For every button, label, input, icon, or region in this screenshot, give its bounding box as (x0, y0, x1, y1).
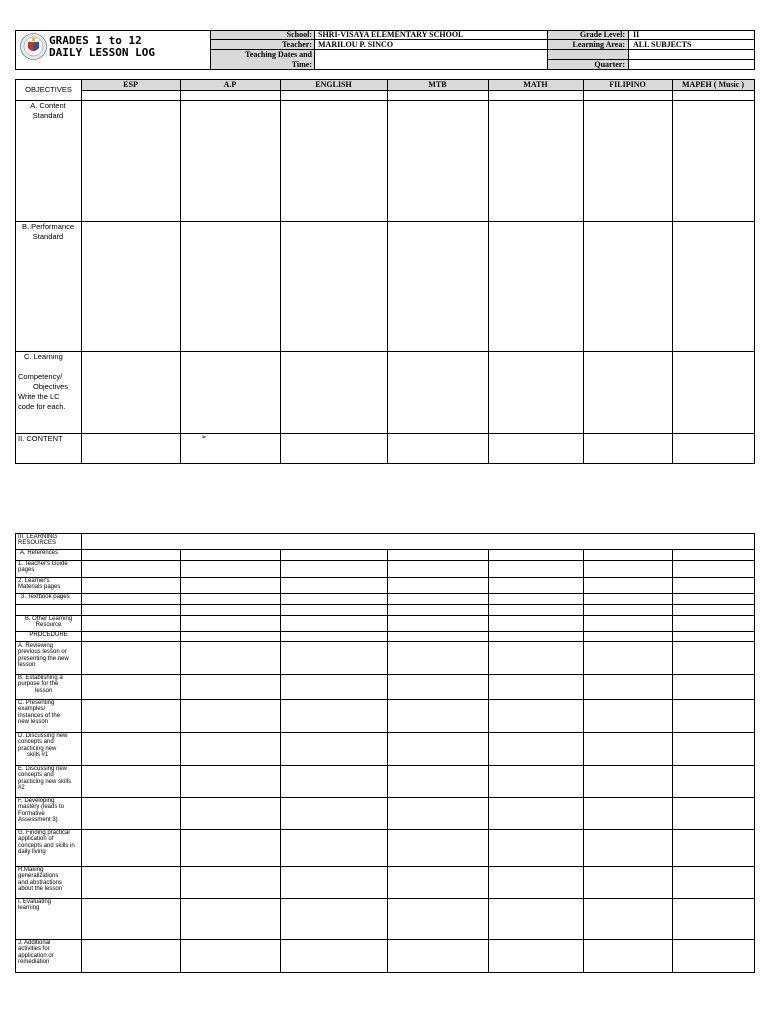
header-line (628, 30, 629, 70)
table-line (15, 972, 755, 973)
finding-line4: daily living (18, 849, 46, 856)
discussing-skills-2-label (18, 766, 80, 792)
table-line (15, 433, 755, 434)
header-line (547, 59, 755, 60)
teachers-guide-line1: 1. Teacher's Guide (18, 561, 68, 567)
table-line (15, 593, 755, 594)
table-line (15, 577, 755, 578)
table-line (583, 79, 584, 464)
reviewing-line4: lesson (18, 662, 36, 669)
additional-line2: activities for (18, 946, 50, 953)
table-line (15, 533, 16, 973)
table-line (15, 100, 755, 101)
discussing1-line4: skills #1 (27, 752, 49, 759)
table-line (280, 79, 281, 464)
table-line (15, 866, 755, 867)
presenting-line1: C. Presenting (18, 700, 55, 706)
learners-materials-label (18, 578, 80, 591)
developing-line1: F. Developing (18, 798, 55, 804)
table-line (180, 79, 181, 464)
additional-line4: remediation (18, 959, 50, 966)
table-line (180, 549, 181, 973)
table-line (81, 90, 755, 91)
evaluating-learning-label (18, 899, 80, 912)
teacher-label: Teacher: (282, 40, 312, 49)
learners-materials-line1: 2. Learner's (18, 578, 50, 584)
header-line (15, 69, 755, 70)
finding-line1: G. Finding practical (18, 830, 70, 836)
establishing-line1: B. Establishing a (18, 675, 63, 681)
content-standard-line2: Standard (32, 110, 64, 120)
discussing2-line3: practicing new skills (18, 778, 72, 785)
table-line (15, 533, 755, 534)
table-line (15, 732, 755, 733)
learning-resources-line2: RESOURCES (18, 540, 57, 547)
content-standard-label (17, 101, 79, 121)
learning-competency-label (18, 352, 80, 412)
column-header-math: MATH (523, 80, 548, 89)
learning-area-value[interactable]: ALL SUBJECTS (633, 40, 692, 49)
developing-line3: Formative (18, 810, 45, 817)
evaluating-line1: I. Evaluating (18, 899, 52, 905)
learning-competency-line2 (18, 362, 80, 372)
discussing2-line4: #2 (18, 785, 25, 792)
grade-level-label: Grade Level: (579, 30, 625, 39)
learning-competency-line5: Write the LC (18, 391, 60, 401)
column-header-ap: A.P (223, 80, 237, 89)
discussing1-line2: concepts and (18, 739, 54, 746)
procedure-label: PROCEDURE (29, 632, 68, 638)
grade-level-value[interactable]: II (633, 30, 640, 39)
learners-materials-line2: Materials pages (18, 584, 61, 591)
learning-area-label: Learning Area: (572, 40, 625, 49)
table-line (754, 533, 755, 973)
content-label: II. CONTENT (18, 434, 63, 443)
discussing1-line1: D. Discussing new (18, 733, 68, 739)
establishing-line3: lesson (35, 687, 53, 694)
table-line (15, 641, 755, 642)
table-line (15, 79, 16, 464)
textbook-pages-label: 3. Textbook pages (21, 594, 70, 600)
table-line (672, 79, 673, 464)
learning-competency-line6: code for each. (18, 401, 66, 411)
quarter-label: Quarter: (594, 60, 625, 69)
finding-applications-label (18, 830, 80, 856)
reviewing-line3: presenting the new (18, 655, 69, 662)
developing-line4: Assessment 3) (18, 817, 58, 824)
discussing-skills-1-label (18, 733, 80, 759)
table-line (15, 765, 755, 766)
objectives-table (15, 79, 755, 464)
reviewing-line1: A. Reviewing (18, 643, 54, 649)
table-line (15, 699, 755, 700)
discussing1-line3: practicing new (18, 745, 57, 752)
making-line3: and abstractions (18, 879, 63, 886)
teaching-dates-label-line2: Time: (291, 60, 312, 69)
school-label: School: (286, 30, 312, 39)
school-value[interactable]: SHRI-VISAYA ELEMENTARY SCHOOL (318, 30, 464, 39)
column-header-english: ENGLISH (315, 80, 352, 89)
references-label: A. References (20, 550, 59, 556)
establishing-purpose-label (18, 675, 80, 694)
deped-seal-logo (20, 33, 47, 60)
table-line (81, 533, 82, 973)
column-header-filipino: FILIPINO (609, 80, 646, 89)
additional-line1: J. Additional (18, 940, 51, 946)
table-line (15, 351, 755, 352)
column-header-esp: ESP (123, 80, 138, 89)
header-line (547, 30, 548, 70)
form-title-line1: GRADES 1 to 12 (49, 34, 142, 47)
teachers-guide-label (18, 561, 80, 574)
discussing2-line1: E. Discussing new (18, 766, 68, 772)
table-line (15, 549, 755, 550)
table-line (15, 797, 755, 798)
performance-standard-line2: Standard (32, 231, 64, 241)
presenting-examples-label (18, 700, 80, 726)
table-line (280, 549, 281, 973)
table-line (15, 939, 755, 940)
header-line (210, 30, 211, 70)
table-line (15, 631, 755, 632)
teaching-dates-label-line1: Teaching Dates and (245, 50, 312, 59)
objectives-label: OBJECTIVES (25, 85, 72, 94)
table-line (754, 79, 755, 464)
developing-line2: mastery (leads to (18, 804, 65, 811)
establishing-line2: purpose for the (18, 681, 59, 688)
ap-content-arrow-bullet: ➢ (201, 433, 207, 441)
table-line (15, 221, 755, 222)
header-line (314, 30, 315, 70)
evaluating-line2: learning (18, 905, 40, 912)
table-line (488, 549, 489, 973)
additional-activities-label (18, 940, 80, 966)
performance-standard-label (17, 222, 79, 242)
table-line (15, 604, 755, 605)
teacher-value[interactable]: MARILOU P. SINCO (318, 40, 394, 49)
additional-line3: application or (18, 952, 54, 959)
table-line (387, 79, 388, 464)
content-standard-line1: A. Content (30, 101, 66, 110)
column-header-mapeh-music: MAPEH ( Music ) (682, 80, 744, 89)
form-title-line2: DAILY LESSON LOG (49, 46, 155, 59)
teachers-guide-line2: pages (18, 567, 35, 574)
reviewing-line2: previous lesson or (18, 649, 67, 656)
header-line (15, 30, 16, 70)
table-line (672, 549, 673, 973)
learning-competency-line4: Objectives (33, 381, 69, 391)
making-line2: generalizations (18, 873, 59, 880)
discussing2-line2: concepts and (18, 772, 54, 779)
other-resources-line2: Resource (35, 622, 62, 629)
learning-competency-line3: Competency/ (18, 371, 63, 381)
presenting-line2: examples/ (18, 706, 46, 713)
making-line1: H.Making (18, 867, 44, 873)
table-line (15, 674, 755, 675)
finding-line3: concepts and skills in (18, 842, 75, 849)
table-line (15, 560, 755, 561)
other-resources-line1: B. Other Learning (24, 616, 73, 622)
table-line (488, 79, 489, 464)
making-line4: about the lesson (18, 886, 63, 893)
learning-competency-line1: C. Learning (24, 352, 63, 361)
reviewing-lesson-label (18, 643, 80, 669)
column-header-mtb: MTB (428, 80, 447, 89)
table-line (15, 829, 755, 830)
other-resources-label (16, 616, 81, 629)
learning-resources-line1: III. LEARNING (18, 534, 58, 540)
making-generalizations-label (18, 867, 80, 893)
presenting-line4: new lesson (18, 719, 49, 726)
finding-line2: application of (18, 836, 54, 843)
developing-mastery-label (18, 798, 80, 824)
header-line (754, 30, 755, 70)
table-line (387, 549, 388, 973)
performance-standard-line1: B. Performance (21, 222, 75, 231)
learning-resources-label (18, 534, 80, 547)
table-line (15, 463, 755, 464)
procedures-table (15, 533, 755, 973)
presenting-line3: instances of the (18, 712, 61, 719)
table-line (583, 549, 584, 973)
table-line (81, 79, 82, 464)
table-line (15, 615, 755, 616)
table-line (15, 898, 755, 899)
